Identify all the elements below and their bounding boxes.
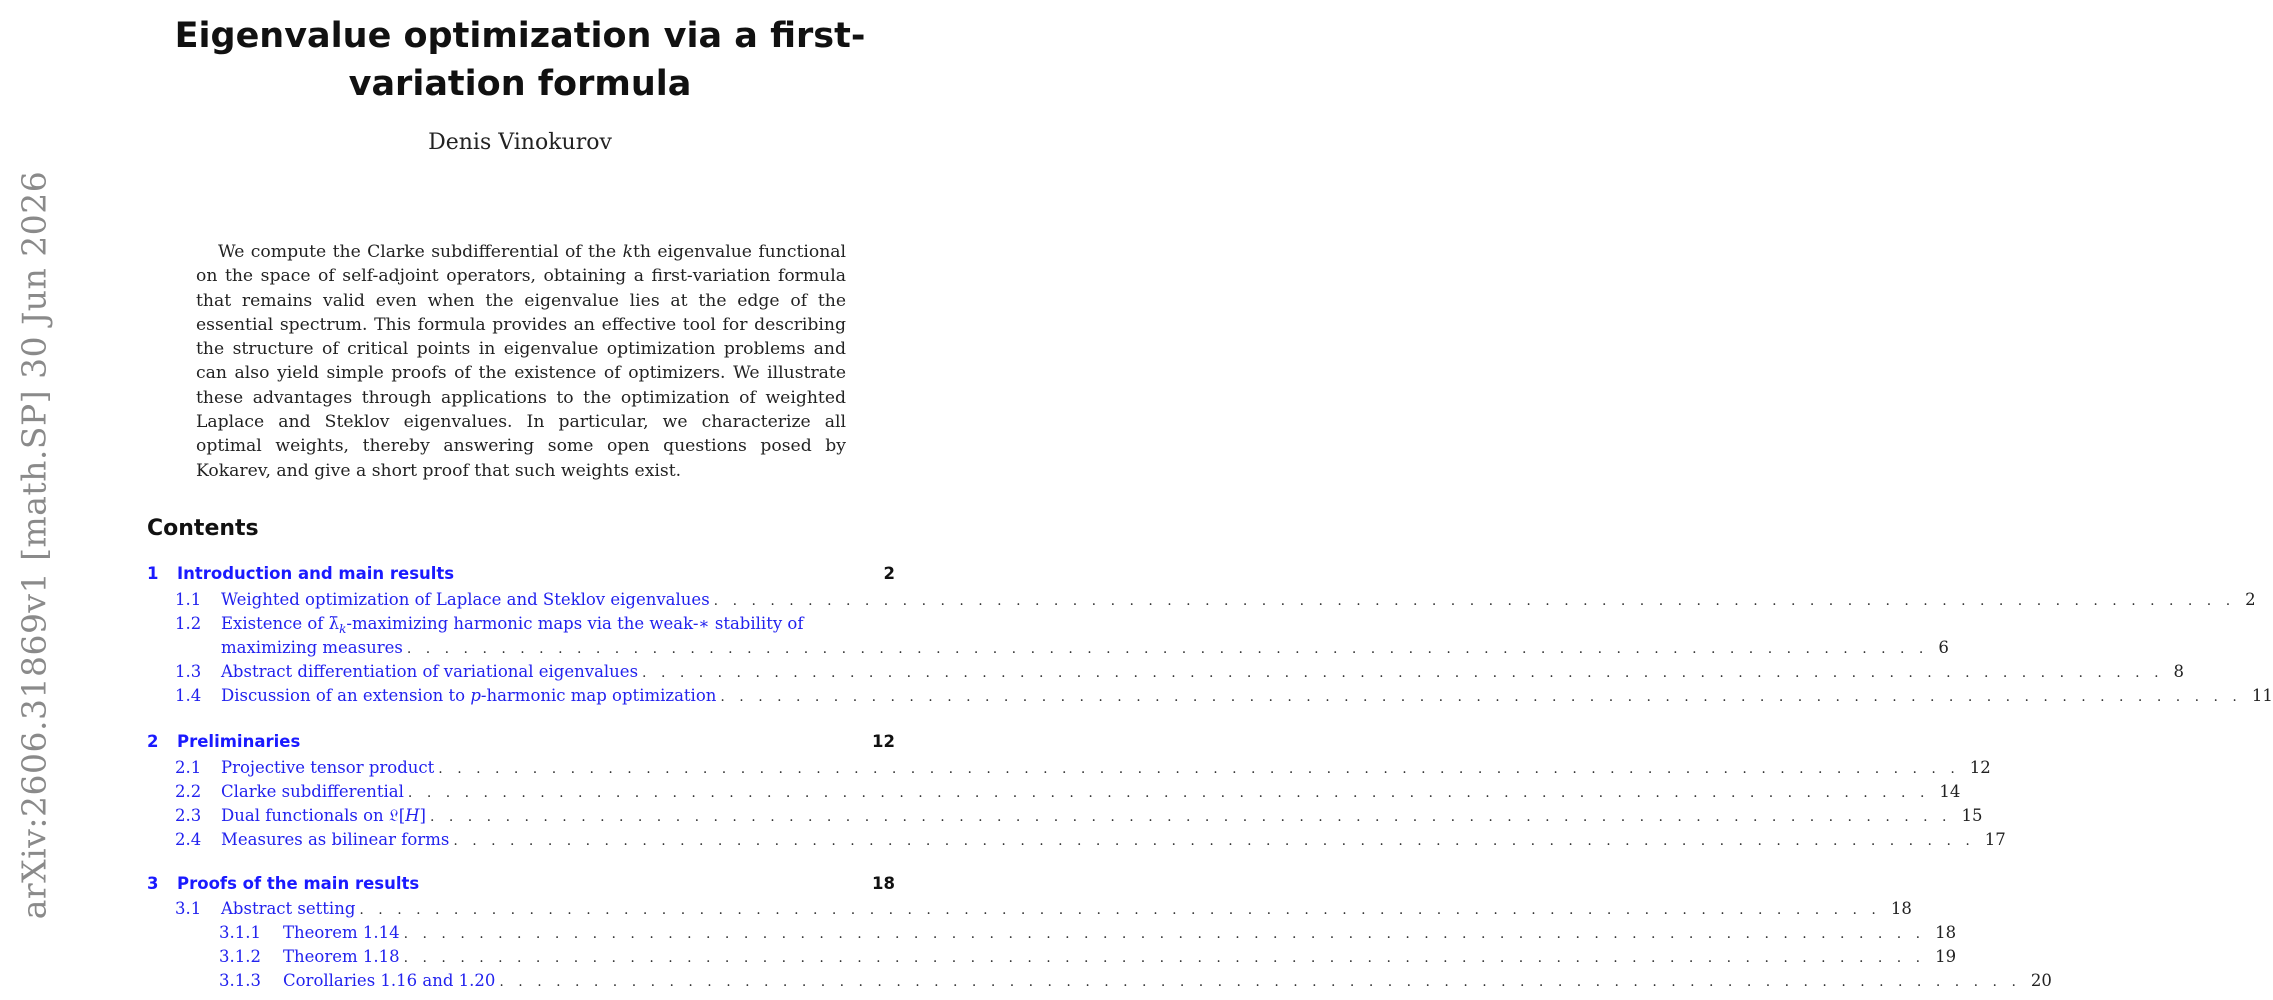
toc-page: 8 [2173,662,2185,681]
toc-label: Clarke subdifferential [221,782,404,801]
toc-page: 15 [1961,806,1983,825]
toc-section-1-1[interactable] [147,590,2256,609]
toc-page: 11 [2251,686,2273,705]
toc-label: Projective tensor product [221,758,435,777]
toc-leader [404,950,1925,966]
abstract-text-2: th eigenvalue functional on the space of self-adjoint operators, obtaining a first-variation formula that remains valid even when the eigenvalue lies at the edge of the essential spectrum. This formula provides an effective tool for describing the structure of critical points in eigenvalue optimization problems and can also yield simple proofs of the existence of optimizers. We illustrate these advantages through applications to the optimization of weighted Laplace and Steklov eigenvalues. In particular, we characterize all optimal weights, thereby answering some open questions posed by Kokarev, and give a short proof that such weights exist. [196,242,847,481]
abstract-k: k [622,242,633,262]
toc-label: Preliminaries [177,732,301,751]
abstract-text-1: We compute the Clarke subdifferential of the [218,242,623,262]
abstract [196,240,846,483]
toc-section-3[interactable] [147,874,895,893]
arxiv-identifier: arXiv:2606.31869v1 [math.SP] 30 Jun 2026 [14,170,54,920]
contents-heading: Contents [147,516,259,541]
toc-page: 17 [1984,830,2006,849]
toc-number: 2.1 [175,758,202,777]
toc-number: 2.2 [175,782,202,801]
toc-section-3-1-2[interactable] [147,947,1957,966]
toc-label: Corollaries 1.16 and 1.20 [283,971,496,990]
toc-page: 20 [2030,971,2052,990]
toc-number: 1.3 [175,662,202,681]
toc-section-3-1-1[interactable] [147,923,1957,942]
toc-section-2[interactable] [147,732,895,751]
toc-leader [499,974,2020,990]
toc-leader [714,593,2235,609]
toc-number: 2.3 [175,806,202,825]
toc-page: 2 [883,564,895,583]
toc-section-2-2[interactable] [147,782,1961,801]
toc-label: Proofs of the main results [177,874,420,893]
toc-page: 2 [2245,590,2256,609]
toc-number: 2 [147,732,159,751]
toc-number: 3.1.2 [219,947,261,966]
toc-label: Discussion of an extension to p-harmonic map optimization [221,686,717,705]
toc-leader [359,902,1880,918]
toc-leader [438,761,1959,777]
toc-leader [642,665,2163,681]
arxiv-sidebar [6,170,62,920]
toc-section-1-3[interactable] [147,662,2185,681]
toc-section-1-4[interactable] [147,686,2273,705]
toc-label: Introduction and main results [177,564,455,583]
toc-label: Dual functionals on 𝔏[H] [221,806,426,825]
toc-section-1[interactable] [147,564,895,583]
toc-label: Abstract setting [221,899,356,918]
toc-page: 12 [1969,758,1991,777]
toc-section-3-1[interactable] [147,899,1912,918]
toc-section-1-2[interactable] [147,614,895,637]
toc-leader [407,641,1928,657]
toc-section-1-2-continued[interactable] [147,638,1949,657]
toc-number: 1.4 [175,686,202,705]
toc-label: maximizing measures [221,638,403,657]
toc-leader [720,689,2241,705]
toc-number: 3 [147,874,159,893]
toc-label: Abstract differentiation of variational eigenvalues [221,662,639,681]
toc-number: 1.1 [175,590,202,609]
toc-page: 14 [1939,782,1961,801]
author-name: Denis Vinokurov [428,130,612,155]
toc-number: 3.1.3 [219,971,261,990]
toc-number: 1 [147,564,159,583]
toc-page: 18 [1890,899,1912,918]
toc-section-3-1-3[interactable] [147,971,2052,990]
toc-section-2-1[interactable] [147,758,1991,777]
toc-leader [430,809,1951,825]
toc-page: 18 [1935,923,1957,942]
toc-number: 3.1.1 [219,923,261,942]
toc-leader [453,833,1974,849]
toc-number: 2.4 [175,830,202,849]
toc-number: 3.1 [175,899,202,918]
toc-label: Weighted optimization of Laplace and Steklov eigenvalues [221,590,710,609]
toc-page: 18 [872,874,895,893]
toc-section-2-3[interactable] [147,806,1983,826]
toc-leader [404,926,1925,942]
toc-label: Theorem 1.14 [283,923,400,942]
toc-page: 19 [1935,947,1957,966]
toc-label: Measures as bilinear forms [221,830,450,849]
toc-section-2-4[interactable] [147,830,2006,849]
toc-page: 6 [1938,638,1949,657]
toc-leader [408,785,1929,801]
toc-page: 12 [872,732,895,751]
paper-title: Eigenvalue optimization via a first-variation formula [174,16,866,104]
toc-label: Existence of $\lambdā_k$-maximizing harmonic maps via the weak-∗ stability of [221,614,804,637]
toc-number: 1.2 [175,614,202,633]
toc-label: Theorem 1.18 [283,947,400,966]
